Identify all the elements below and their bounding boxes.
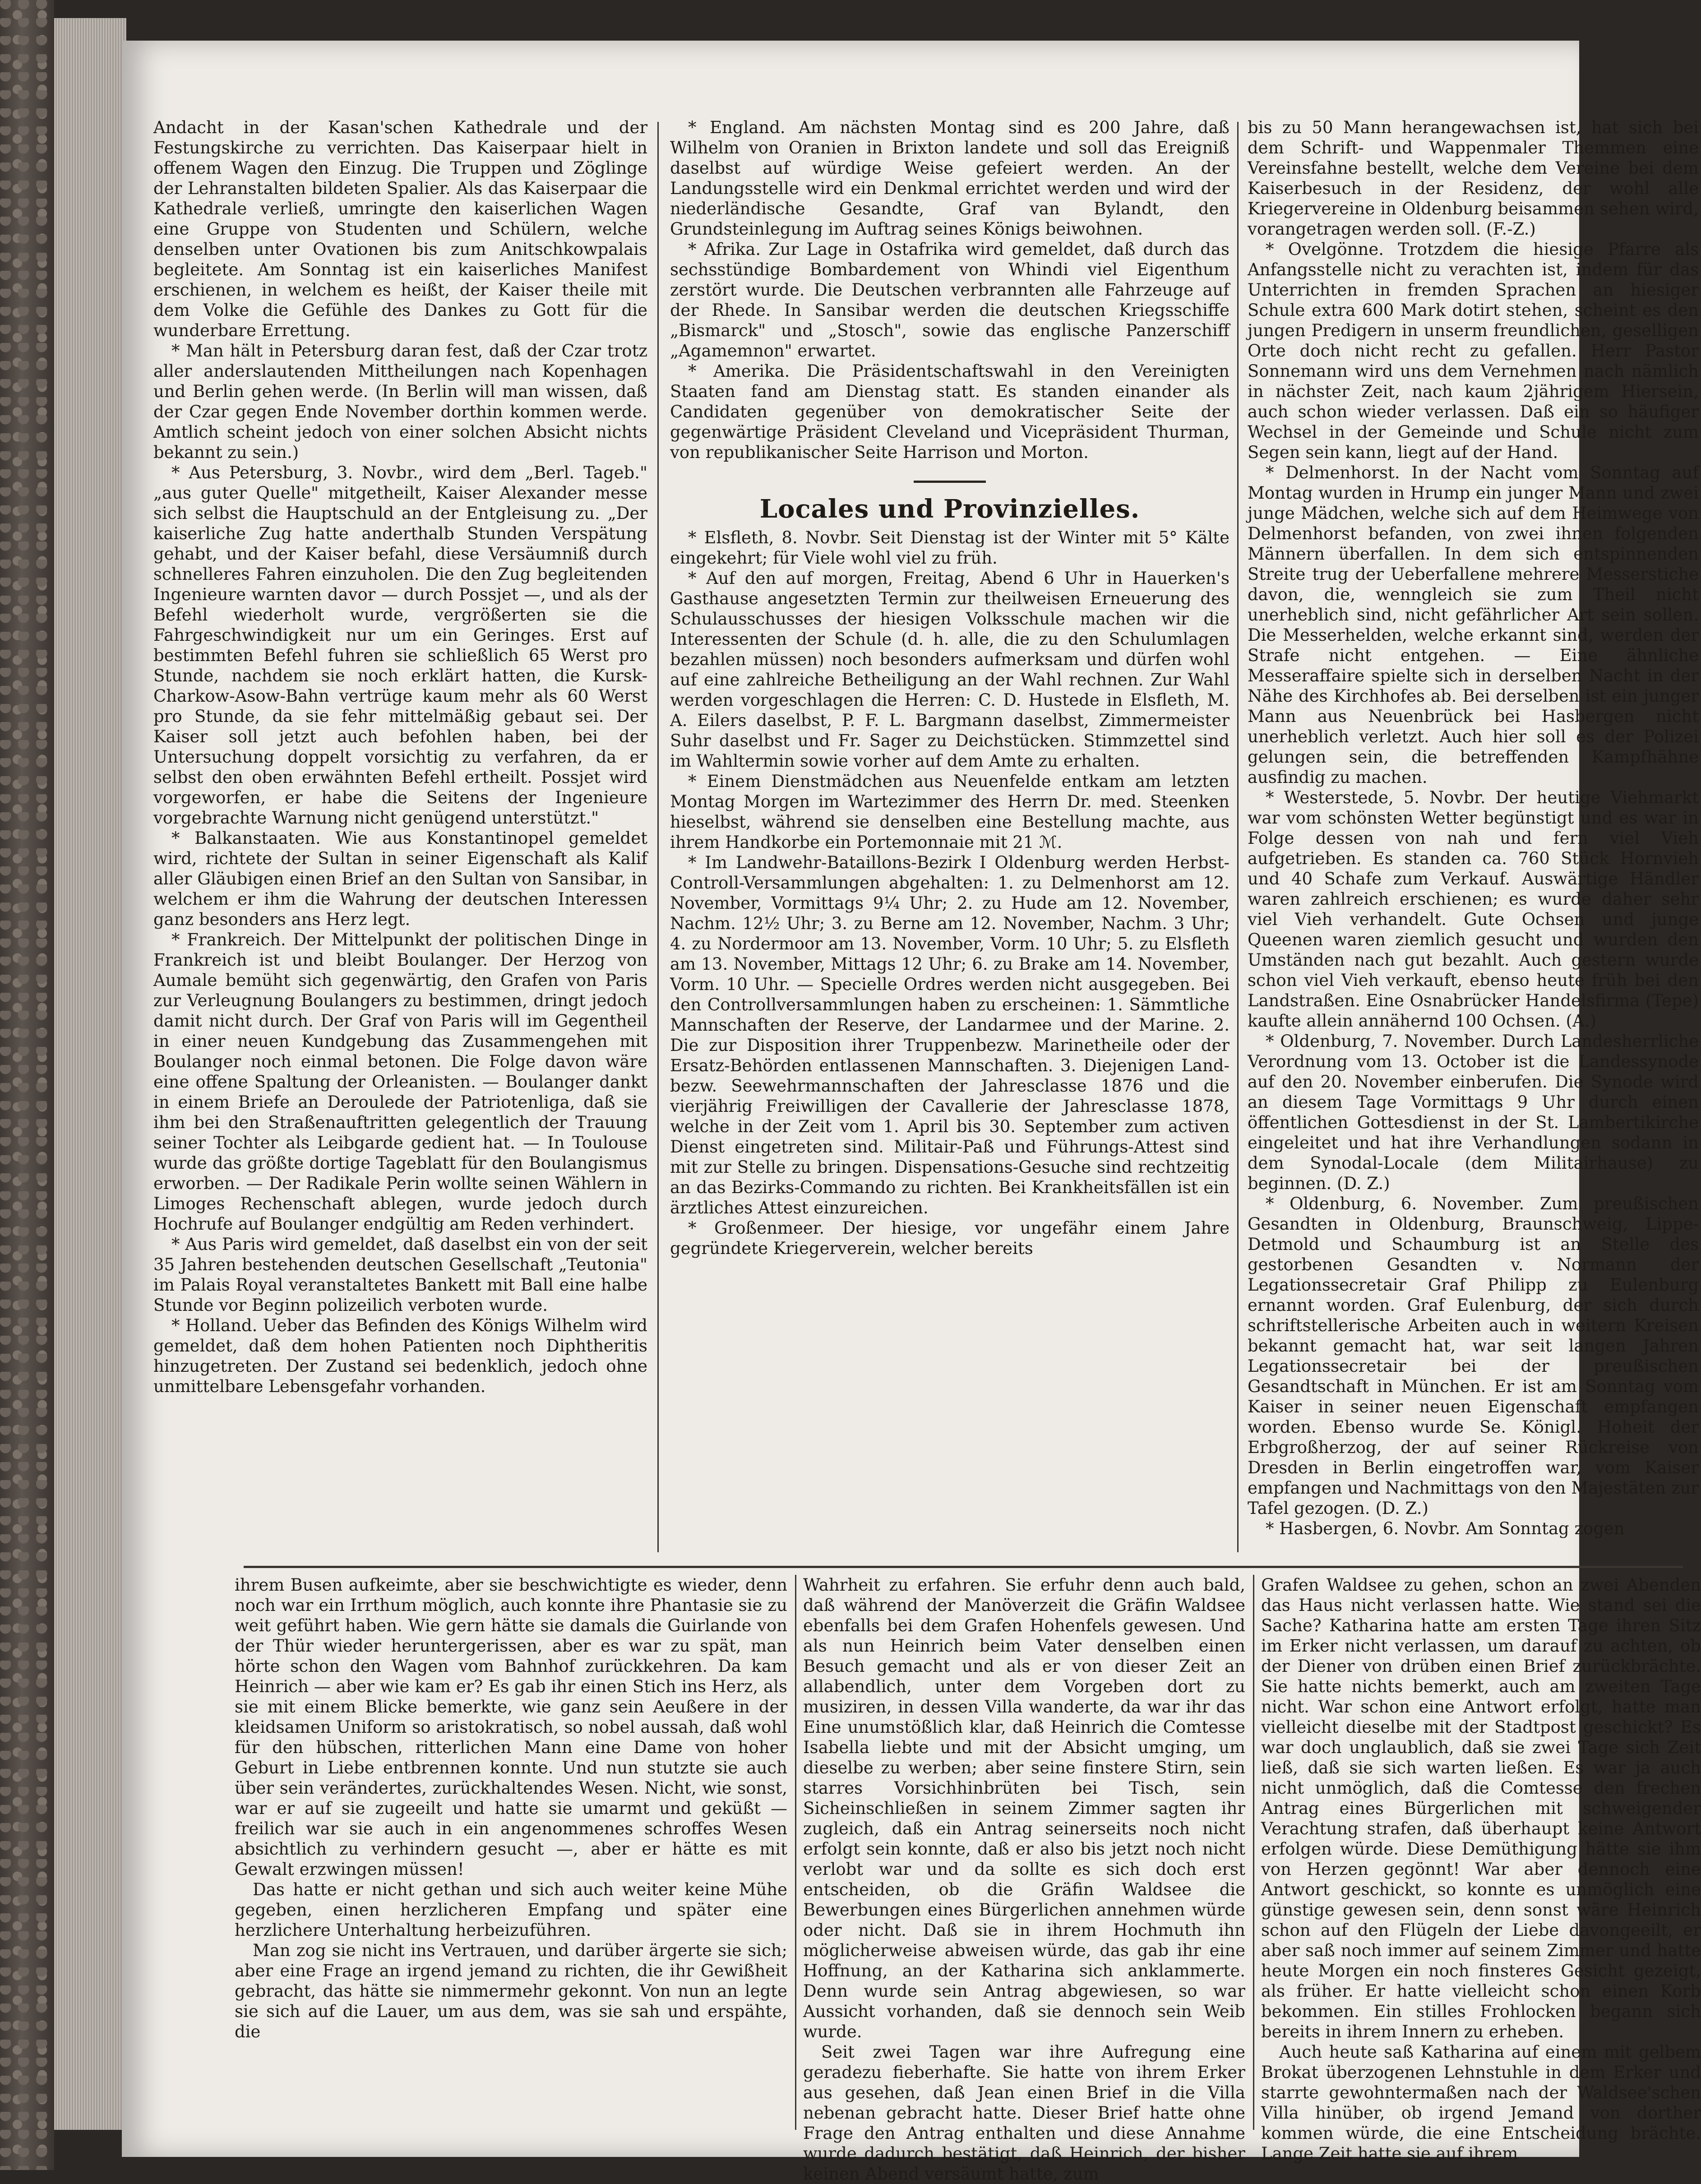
paragraph: * Delmenhorst. In der Nacht vom Sonntag auf Montag wurden in Hrump ein junger Mann und zwei junge Mädchen, welche sich auf dem Heimwege von Delmenhorst befanden, von zwei ihnen folgenden Männern überfallen. In dem sich entspinnenden Streite trug der Ueberfallene mehrere Messerstiche davon, die, wenngleich sie zum Theil nicht unerheblich sind, nicht gefährlicher Art sein sollen. Die Messerhelden, welche erkannt sind, werden der Strafe nicht entgehen. — Eine ähnliche Messeraffaire spielte sich in derselben Nacht in der Nähe des Kirchhofes ab. Bei derselben ist ein junger Mann aus Neuenbrück bei Hasbergen nicht unerheblich verletzt. Auch hier soll es der Polizei gelungen sein, die betreffenden Kampfhähne ausfindig zu machen. — [1248, 463, 1699, 787]
paragraph: * Balkanstaaten. Wie aus Konstantinopel gemeldet wird, richtete der Sultan in seiner Eigenschaft als Kalif aller Gläubigen einen Brief an den Sultan von Sansibar, in welchem er ihm die Wahrung der deutschen Interessen ganz besonders ans Herz legt. — [153, 828, 647, 929]
news-column-3 — [1248, 117, 1699, 1552]
feuilleton-column-1 — [235, 1575, 787, 2130]
paragraph: * Im Landwehr-Bataillons-Bezirk I Oldenburg werden Herbst-Controll-Versammlungen abgehalten: 1. zu Delmenhorst am 12. November, Vormittags 9¼ Uhr; 2. zu Hude am 12. November, Nachm. 12½ Uhr; 3. zu Berne am 12. November, Nachm. 3 Uhr; 4. zu Nordermoor am 13. November, Vorm. 10 Uhr; 5. zu Elsfleth am 13. November, Mittags 12 Uhr; 6. zu Brake am 14. November, Vorm. 10 Uhr. — Specielle Ordres werden nicht ausgegeben. Bei den Controllversammlungen haben zu erscheinen: 1. Sämmtliche Mannschaften der Reserve, der Landarmee und der Marine. 2. Die zur Disposition ihrer Truppenbezw. Marinetheile oder der Ersatz-Behörden entlassenen Mannschaften. 3. Diejenigen Land- bezw. Seewehrmannschaften der Jahresclasse 1876 und die vierjährig Freiwilligen der Cavallerie der Jahresclasse 1878, welche in der Zeit vom 1. April bis 30. September zum activen Dienst eingetreten sind. Militair-Paß und Führungs-Attest sind mit zur Stelle zu bringen. Dispensations-Gesuche sind rechtzeitig an das Bezirks-Commando zu richten. Bei Krankheitsfällen ist ein ärztliches Attest einzureichen. — [670, 853, 1230, 1217]
paragraph: Man zog sie nicht ins Vertrauen, und darüber ärgerte sie sich; aber eine Frage an irgend jemand zu richten, die ihr Gewißheit gebracht, das hätte sie nimmermehr gekonnt. Von nun an legte sie sich auf die Lauer, um aus dem, was sie sah und erspähte, die — [235, 1941, 787, 2041]
section-title: Locales und Provinzielles. — [759, 494, 1140, 524]
paragraph: * Amerika. Die Präsidentschaftswahl in den Vereinigten Staaten fand am Dienstag statt. Es standen einander als Candidaten gegenüber von demokratischer Seite der gegenwärtige Präsident Cleveland und Vicepräsident Thurman, von republikanischer Seite Harrison und Morton. — [670, 361, 1230, 462]
news-column-2 — [670, 117, 1230, 1552]
paragraph: Wahrheit zu erfahren. Sie erfuhr denn auch bald, daß während der Manöverzeit die Gräfin Waldsee ebenfalls bei dem Grafen Hohenfels gewesen. Und als nun Heinrich beim Vater denselben einen Besuch gemacht und als er von dieser Zeit an allabendlich, unter dem Vorgeben dort zu musiziren, in dessen Villa wanderte, da war ihr das Eine unumstößlich klar, daß Heinrich die Comtesse Isabella liebte und mit der Absicht umging, um dieselbe zu werben; aber seine finstere Stirn, sein starres Vorsichhinbrüten bei Tisch, sein Sicheinschließen in seinem Zimmer sagten ihr zugleich, daß ein Antrag seinerseits noch nicht erfolgt sein konnte, daß er also bis jetzt noch nicht verlobt war und da sollte es sich doch erst entscheiden, ob die Gräfin Waldsee die Bewerbungen eines Bürgerlichen annehmen würde oder nicht. Daß sie in ihrem Hochmuth ihn möglicherweise abweisen würde, das gab ihr eine Hoffnung, an der Katharina sich anklammerte. Denn wurde sein Antrag abgewiesen, so war Aussicht vorhanden, daß sie dennoch sein Weib wurde. — [803, 1575, 1245, 2041]
column-divider — [1237, 122, 1239, 1552]
paragraph: Seit zwei Tagen war ihre Aufregung eine geradezu fieberhafte. Sie hatte von ihrem Erker aus gesehen, daß Jean einen Brief in die Villa nebenan gebracht hatte. Dieser Brief hatte ohne Frage den Antrag enthalten und diese Annahme wurde dadurch bestätigt, daß Heinrich, der bisher keinen Abend versäumt hatte, zum — [803, 2042, 1245, 2184]
page-edges — [54, 18, 126, 2130]
paragraph: * Einem Dienstmädchen aus Neuenfelde entkam am letzten Montag Morgen im Wartezimmer des Herrn Dr. med. Steenken hieselbst, während sie denselben eine Bestellung machte, aus ihrem Handkorbe ein Portemonnaie mit 21 ℳ. — [670, 772, 1230, 852]
column-divider — [657, 122, 659, 1552]
paragraph: * England. Am nächsten Montag sind es 200 Jahre, daß Wilhelm von Oranien in Brixton landete und soll das Ereigniß daselbst auf würdige Weise gefeiert werden. An der Landungsstelle wird ein Denkmal errichtet werden und wird der niederländische Gesandte, Graf van Bylandt, den Grundsteinlegung im Auftrag seines Königs beiwohnen. — [670, 118, 1230, 239]
feuilleton-column-2 — [803, 1575, 1245, 2184]
paragraph: * Westerstede, 5. Novbr. Der heutige Viehmarkt war vom schönsten Wetter begünstigt und es war in Folge dessen von nah und fern viel Vieh aufgetrieben. Es standen ca. 760 Stück Hornvieh und 40 Schafe zum Verkauf. Auswärtige Händler waren zahlreich erschienen; es wurde daher sehr viel Vieh verhandelt. Gute Ochsen und junge Queenen waren ziemlich gesucht und wurden den Umständen nach gut bezahlt. Auch gestern wurde schon viel Vieh verkauft, ebenso heute früh bei den Landstraßen. Eine Osnabrücker Handelsfirma (Tepe) kaufte allein annähernd 100 Ochsen. (A.) — [1248, 788, 1699, 1031]
paragraph: * Frankreich. Der Mittelpunkt der politischen Dinge in Frankreich ist und bleibt Boulanger. Der Herzog von Aumale bemüht sich gegenwärtig, den Grafen von Paris zur Verleugnung Boulangers zu bestimmen, dringt jedoch damit nicht durch. Der Graf von Paris will im Gegentheil in einer neuen Kundgebung das Zusammengehen mit Boulanger noch einmal betonen. Die Folge davon wäre eine offene Spaltung der Orleanisten. — Boulanger dankt in einem Briefe an Deroulede der Patriotenliga, daß sie ihm bei den Straßenauftritten gelegentlich der Trauung seiner Tochter als Leibgarde gedient hat. — In Toulouse wurde das größte dortige Tageblatt für den Boulangismus erworben. — Der Radikale Perin wollte seinen Wählern in Limoges Rechenschaft ablegen, wurde jedoch durch Hochrufe auf Boulanger endgültig am Reden verhindert. — [153, 930, 647, 1234]
column-divider — [795, 1575, 796, 2130]
paragraph: * Aus Petersburg, 3. Novbr., wird dem „Berl. Tageb." „aus guter Quelle" mitgetheilt, Kaiser Alexander messe sich selbst die Hauptschuld an der Entgleisung zu. „Der kaiserliche Zug hatte anderthalb Stunden Verspätung gehabt, und der Kaiser befahl, diese Versäumniß durch schnelleres Fahren einzuholen. Die den Zug begleitenden Ingenieure warnten davor — durch Possjet —, und als der Befehl wiederholt wurde, vergrößerten sie die Fahrgeschwindigkeit nur um ein Geringes. Erst auf bestimmten Befehl fuhren sie schließlich 65 Werst pro Stunde, nachdem sie noch erklärt hatten, die Kursk-Charkow-Asow-Bahn vertrüge kaum mehr als 60 Werst pro Stunde, da sie fehr mittelmäßig gebaut sei. Der Kaiser soll jetzt auch befohlen haben, bei der Untersuchung doppelt vorsichtig zu verfahren, da er selbst den oben erwähnten Befehl ertheilt. Possjet wird vorgeworfen, er habe die Seitens der Ingenieure vorgebrachte Warnung nicht genügend unterstützt." — [153, 463, 647, 828]
paragraph: Auch heute saß Katharina auf einem mit gelbem Brokat überzogenen Lehnstuhle in dem Erker und starrte gewohntermaßen nach der Waldsee'schen Villa hinüber, ob irgend Jemand von dorther kommen würde, die eine Entscheidung brächte. Lange Zeit hatte sie auf ihrem — [1261, 2042, 1701, 2163]
paragraph: * Afrika. Zur Lage in Ostafrika wird gemeldet, daß durch das sechsstündige Bombardement von Whindi viel Eigenthum zerstört wurde. Die Deutschen verbrannten alle Fahrzeuge auf der Rhede. In Sansibar werden die deutschen Kriegsschiffe „Bismarck" und „Stosch", sowie das englische Panzerschiff „Agamemnon" erwartet. — [670, 240, 1230, 361]
paragraph: Andacht in der Kasan'schen Kathedrale und der Festungskirche zu verrichten. Das Kaiserpaar hielt in offenem Wagen den Einzug. Die Truppen und Zöglinge der Lehranstalten bildeten Spalier. Als das Kaiserpaar die Kathedrale verließ, umringte den kaiserlichen Wagen eine Gruppe von Studenten und Schülern, welche denselben unter Ovationen bis zum Anitschkowpalais begleitete. Am Sonntag ist ein kaiserliches Manifest erschienen, in welchem es heißt, der Kaiser theile mit dem Volke die Gefühle des Dankes zu Gott für die wunderbare Errettung. — [153, 118, 647, 340]
marbled-book-cover — [0, 0, 54, 2170]
paragraph: * Holland. Ueber das Befinden des Königs Wilhelm wird gemeldet, daß dem hohen Patienten noch Diphtheritis hinzugetreten. Der Zustand sei bedenklich, jedoch ohne unmittelbare Lebensgefahr vorhanden. — [153, 1316, 647, 1396]
paragraph: * Auf den auf morgen, Freitag, Abend 6 Uhr in Hauerken's Gasthause angesetzten Termin zur theilweisen Erneuerung des Schulausschusses der hiesigen Volksschule machen wir die Interessenten der Schule (d. h. alle, die zu den Schulumlagen bezahlen müssen) noch besonders aufmerksam und dürfen wohl auf eine zahlreiche Betheiligung an der Wahl rechnen. Zur Wahl werden vorgeschlagen die Herren: C. D. Hustede in Elsfleth, M. A. Eilers daselbst, P. F. L. Bargmann daselbst, Zimmermeister Suhr daselbst und Fr. Sager zu Deichstücken. Stimmzettel sind im Wahltermin sowie vorher auf dem Amte zu erhalten. — [670, 569, 1230, 771]
paragraph: * Hasbergen, 6. Novbr. Am Sonntag zogen — [1266, 1519, 1625, 1538]
paragraph: * Oldenburg, 6. November. Zum preußischen Gesandten in Oldenburg, Braunschweig, Lippe-Detmold und Schaumburg ist an Stelle des gestorbenen Gesandten v. Normann der Legationssecretair Graf Philipp zu Eulenburg ernannt worden. Graf Eulenburg, der sich durch schriftstellerische Arbeiten auch in weitern Kreisen bekannt gemacht hat, war seit langen Jahren Legationssecretair bei der preußischen Gesandtschaft in München. Er ist am Sonntag vom Kaiser in seiner neuen Eigenschaft empfangen worden. Ebenso wurde Se. Königl. Hoheit der Erbgroßherzog, der auf seiner Rückreise von Dresden in Berlin eingetroffen war, vom Kaiser empfangen und Nachmittags von den Majestäten zur Tafel gezogen. (D. Z.) — [1248, 1194, 1699, 1518]
paragraph: bis zu 50 Mann herangewachsen ist, hat sich bei dem Schrift- und Wappenmaler Themmen eine Vereinsfahne bestellt, welche dem Vereine bei dem Kaiserbesuch in der Residenz, der wohl alle Kriegervereine in Oldenburg beisammen sehen wird, vorangetragen werden soll. (F.-Z.) — [1248, 118, 1699, 239]
paragraph: * Ovelgönne. Trotzdem die hiesige Pfarre als Anfangsstelle nicht zu verachten ist, indem für das Unterrichten in fremden Sprachen an hiesiger Schule extra 600 Mark dotirt stehen, scheint es den jungen Predigern in unserm freundlichen, geselligen Orte doch nicht recht zu gefallen. Herr Pastor Sonnemann wird uns dem Vernehmen nach nämlich in nächster Zeit, nach kaum 2jährigem Hiersein, auch schon wieder verlassen. Daß ein so häufiger Wechsel in der Gemeinde und Schule nicht zum Segen sein kann, liegt auf der Hand. — [1248, 240, 1699, 462]
paragraph: * Man hält in Petersburg daran fest, daß der Czar trotz aller anderslautenden Mittheilungen nach Kopenhagen und Berlin gehen werde. (In Berlin will man wissen, daß der Czar gegen Ende November dorthin kommen werde. Amtlich scheint jedoch von einer solchen Absicht nichts bekannt zu sein.) — [153, 341, 647, 462]
news-column-1 — [153, 117, 647, 1552]
feuilleton-divider — [244, 1566, 1683, 1568]
feuilleton-column-3 — [1261, 1575, 1701, 2163]
paragraph: Grafen Waldsee zu gehen, schon an zwei Abenden das Haus nicht verlassen hatte. Wie stand sei die Sache? Katharina hatte am ersten Tage ihren Sitz im Erker nicht verlassen, um darauf zu achten, ob der Diener von drüben einen Brief zurückbrächte. Sie hatte nichts bemerkt, auch am zweiten Tage nicht. War schon eine Antwort erfolgt, hatte man vielleicht dieselbe mit der Stadtpost geschickt? Es war doch unglaublich, daß sie zwei Tage sich Zeit ließ, daß sie sich warten ließen. Es war ja auch nicht unmöglich, daß die Comtesse den frechen Antrag eines Bürgerlichen mit schweigender Verachtung strafen, daß überhaupt keine Antwort erfolgen würde. Diese Demüthigung hätte sie ihm von Herzen gegönnt! War aber dennoch eine Antwort geschickt, so konnte es unmöglich eine günstige gewesen sein, denn sonst wäre Heinrich schon auf den Flügeln der Liebe davongeeilt, er aber saß noch immer auf seinem Zimmer und hatte heute Morgen ein noch finsteres Gesicht gezeigt, als früher. Er hatte vielleicht schon einen Korb bekommen. Ein stilles Frohlocken begann sich bereits in ihrem Innern zu erheben. — [1261, 1575, 1701, 2041]
paragraph: * Oldenburg, 7. November. Durch Landesherrliche Verordnung vom 13. October ist die Landessynode auf den 20. November einberufen. Die Synode wird an diesem Tage Vormittags 9 Uhr durch einen öffentlichen Gottesdienst in der St. Lambertikirche eingeleitet und hat ihre Verhandlungen sodann in dem Synodal-Locale (dem Militairhause) zu beginnen. (D. Z.) — [1248, 1032, 1699, 1193]
paragraph: * Elsfleth, 8. Novbr. Seit Dienstag ist der Winter mit 5° Kälte eingekehrt; für Viele wohl viel zu früh. — [670, 528, 1230, 568]
short-divider — [914, 481, 986, 483]
local-news — [670, 527, 1230, 1259]
column-divider — [1253, 1575, 1254, 2130]
paragraph: Das hatte er nicht gethan und sich auch weiter keine Mühe gegeben, einen herzlicheren Empfang und später eine herzlichere Unterhaltung herbeizuführen. — [235, 1880, 787, 1940]
paragraph: * Aus Paris wird gemeldet, daß daselbst ein von der seit 35 Jahren bestehenden deutschen Gesellschaft „Teutonia" im Palais Royal veranstaltetes Bankett mit Ball eine halbe Stunde vor Beginn polizeilich verboten wurde. — [153, 1235, 647, 1315]
paragraph: * Großenmeer. Der hiesige, vor ungefähr einem Jahre gegründete Kriegerverein, welcher bereits — [670, 1218, 1230, 1258]
foreign-news — [670, 117, 1230, 463]
paragraph: ihrem Busen aufkeimte, aber sie beschwichtigte es wieder, denn noch war ein Irrthum möglich, auch konnte ihre Phantasie sie zu weit geführt haben. Wie gern hätte sie damals die Guirlande von der Thür wieder heruntergerissen, aber es war zu spät, man hörte schon den Wagen vom Bahnhof zurückkehren. Da kam Heinrich — aber wie kam er? Es gab ihr einen Stich ins Herz, als sie mit einem Blicke bemerkte, wie ganz sein Aeußere in der kleidsamen Uniform so aristokratisch, so nobel aussah, daß wohl für den hübschen, ritterlichen Mann eine Dame von hoher Geburt in Liebe entbrennen konnte. Und nun stutzte sie auch über sein verändertes, zurückhaltendes Wesen. Nicht, wie sonst, war er auf sie zugeeilt und hatte sie umarmt und geküßt — freilich war sie auch in ein angenommenes schroffes Wesen absichtlich zu verhindern gesucht —, aber er hätte es mit Gewalt erzwingen müssen! — [235, 1575, 787, 1879]
newspaper-page — [122, 41, 1701, 2184]
